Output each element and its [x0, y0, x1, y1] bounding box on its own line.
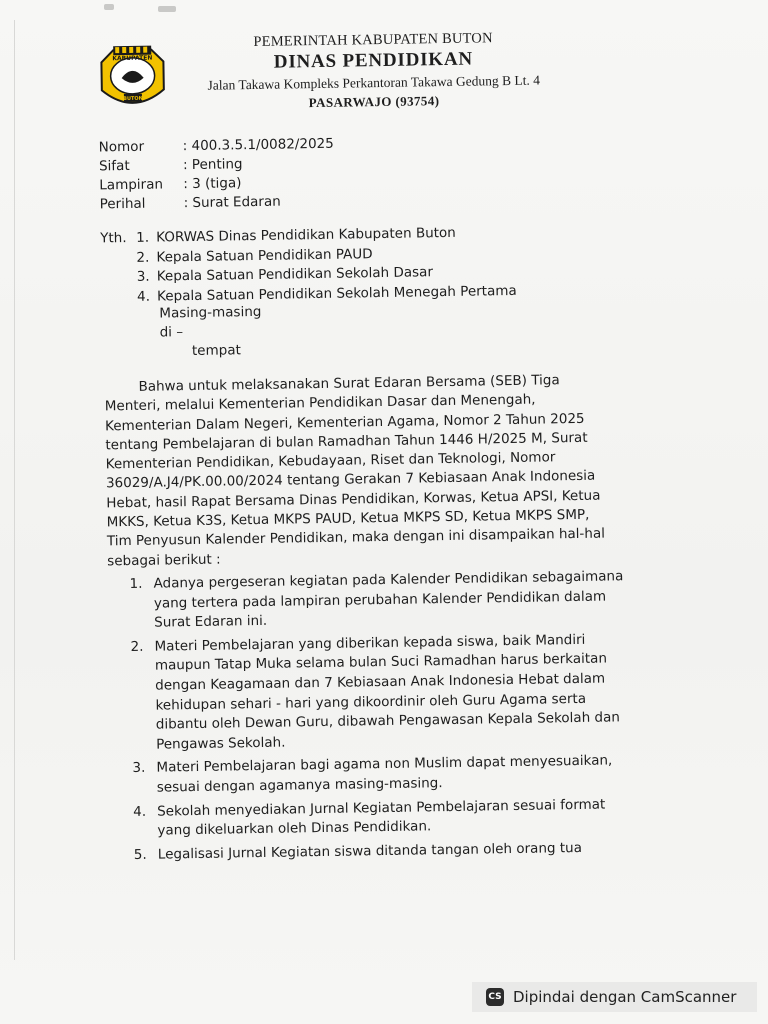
- logo-text-top: KABUPATEN: [112, 54, 153, 63]
- body-line: Menteri, melalui Kementerian Pendidikan Dasar dan Menengah,: [104, 391, 536, 415]
- point-line: Adanya pergeseran kegiatan pada Kalender Pendidikan sebagaimana: [153, 568, 624, 592]
- recipient-number: 3.: [136, 268, 150, 285]
- body-paragraph: [104, 370, 667, 572]
- camscanner-text: Dipindai dengan CamScanner: [513, 988, 737, 1006]
- point-line: dengan Keagamaan dan 7 Kebiasaan Anak Indonesia Hebat dalam: [155, 670, 606, 694]
- point-line: maupun Tatap Muka selama bulan Suci Ramadhan harus berkaitan: [154, 650, 608, 674]
- point-line: yang tertera pada lampiran perubahan Kalender Pendidikan dalam: [153, 588, 607, 612]
- meta-label: Sifat: [98, 157, 130, 175]
- body-line: sebagai berikut :: [107, 551, 221, 570]
- letterhead-city: PASARWAJO (93754): [308, 93, 440, 111]
- point-line: dibantu oleh Dewan Guru, dibawah Pengawasan Kepala Sekolah dan: [155, 709, 621, 733]
- meta-label: Nomor: [98, 138, 145, 156]
- body-line: Kementerian Pendidikan, Kebudayaan, Riset dan Teknologi, Nomor: [105, 449, 556, 473]
- recipient-number: 4.: [136, 288, 151, 305]
- recipient-text: KORWAS Dinas Pendidikan Kabupaten Buton: [156, 224, 456, 246]
- recipient-masing: Masing-masing: [159, 303, 262, 322]
- point-line: Materi Pembelajaran yang diberikan kepada siswa, baik Mandiri: [154, 631, 586, 655]
- meta-label: Lampiran: [99, 176, 164, 194]
- point-item: [129, 566, 690, 634]
- point-number: 5.: [133, 846, 147, 863]
- meta-value: : 400.3.5.1/0082/2025: [182, 135, 334, 155]
- kabupaten-buton-logo: [93, 43, 172, 114]
- point-line: yang dikeluarkan oleh Dinas Pendidikan.: [157, 818, 432, 839]
- recipient-list: [136, 224, 517, 308]
- point-item: [133, 794, 694, 842]
- letterhead-agency: DINAS PENDIDIKAN: [273, 48, 474, 73]
- recipient-text: Kepala Satuan Pendidikan Sekolah Dasar: [156, 264, 434, 285]
- body-line: Kementerian Dalam Negeri, Kementerian Agama, Nomor 2 Tahun 2025: [104, 410, 585, 434]
- recipient-text: Kepala Satuan Pendidikan PAUD: [156, 245, 373, 266]
- numbered-points: [129, 566, 694, 869]
- point-item: [130, 629, 692, 755]
- camscanner-watermark: [472, 982, 757, 1012]
- meta-value: : Penting: [182, 156, 243, 174]
- body-line: Hebat, hasil Rapat Bersama Dinas Pendidikan, Korwas, Ketua APSI, Ketua: [106, 487, 601, 512]
- letter-meta: [98, 135, 334, 215]
- point-number: 3.: [132, 760, 146, 777]
- point-line: Materi Pembelajaran bagi agama non Muslim dapat menyesuaikan,: [156, 752, 613, 776]
- point-line: sesuai dengan agamanya masing-masing.: [156, 775, 443, 796]
- point-line: kehidupan sehari - hari yang dikoordinir oleh Guru Agama serta: [155, 690, 587, 714]
- recipient-text: Kepala Satuan Pendidikan Sekolah Menegah Pertama: [156, 282, 517, 305]
- camscanner-icon: CS: [486, 988, 504, 1006]
- letterhead-address: Jalan Takawa Kompleks Perkantoran Takawa Gedung B Lt. 4: [207, 72, 541, 93]
- meta-value: : 3 (tiga): [183, 175, 242, 193]
- point-item: [134, 837, 694, 865]
- body-line: Bahwa untuk melaksanakan Surat Edaran Bersama (SEB) Tiga: [138, 372, 560, 395]
- point-line: Sekolah menyediakan Jurnal Kegiatan Pembelajaran sesuai format: [157, 796, 606, 820]
- point-item: [132, 751, 693, 799]
- point-line: Pengawas Sekolah.: [155, 734, 286, 753]
- body-line: MKKS, Ketua K3S, Ketua MKPS PAUD, Ketua MKPS SD, Ketua MKPS SMP,: [106, 506, 590, 531]
- point-number: 4.: [133, 803, 147, 820]
- point-line: Surat Edaran ini.: [154, 613, 268, 631]
- logo-text-bottom: BUTON: [123, 95, 143, 103]
- recipient-prefix: Yth.: [100, 230, 127, 247]
- meta-value: : Surat Edaran: [183, 193, 281, 212]
- recipient-number: 2.: [136, 249, 150, 266]
- recipient-number: 1.: [136, 229, 150, 246]
- point-number: 1.: [129, 575, 143, 593]
- meta-label: Perihal: [99, 195, 146, 213]
- body-line: Tim Penyusun Kalender Pendidikan, maka dengan ini disampaikan hal-hal: [106, 525, 606, 550]
- point-line: Legalisasi Jurnal Kegiatan siswa ditanda tangan oleh orang tua: [157, 839, 583, 863]
- letterhead-government: PEMERINTAH KABUPATEN BUTON: [253, 30, 493, 50]
- recipient-tempat: tempat: [191, 342, 241, 359]
- body-line: tentang Pembelajaran di bulan Ramadhan Tahun 1446 H/2025 M, Surat: [105, 429, 588, 454]
- recipient-di: di –: [159, 324, 184, 341]
- point-number: 2.: [130, 638, 144, 655]
- body-line: 36029/A.J4/PK.00.00/2024 tentang Gerakan 7 Kebiasaan Anak Indonesia: [105, 468, 596, 492]
